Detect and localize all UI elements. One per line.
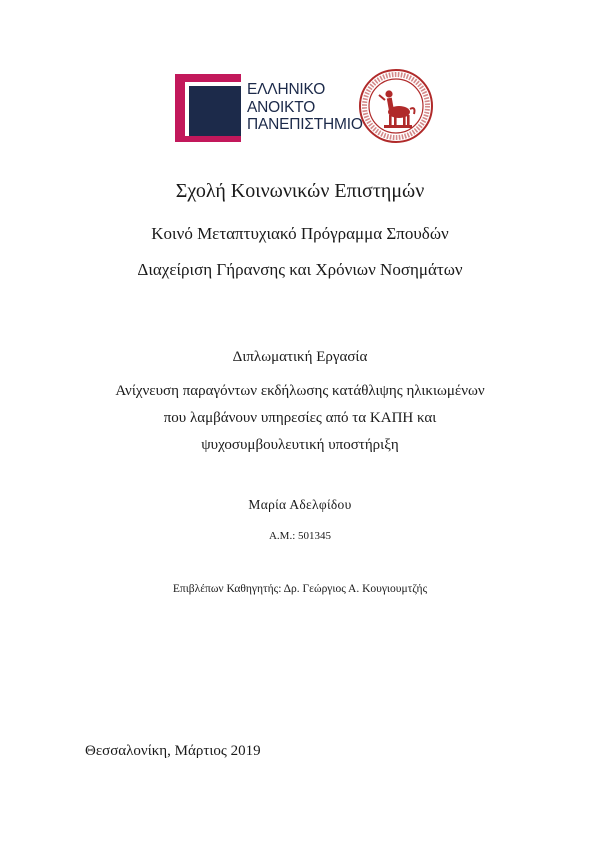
place-date: Θεσσαλονίκη, Μάρτιος 2019 <box>85 743 261 759</box>
hellenic-open-university-logo <box>175 74 363 142</box>
thesis-title-line-1: Ανίχνευση παραγόντων εκδήλωσης κατάθλιψης ηλικιωμένων <box>115 383 485 399</box>
university-name-line-3: ΠΑΝΕΠΙΣΤΗΜΙΟ <box>247 116 363 133</box>
supervisor: Επιβλέπων Καθηγητής: Δρ. Γεώργιος Α. Κουγιουμτζής <box>172 583 428 595</box>
thesis-title-line-3: ψυχοσυμβουλευτική υποστήριξη <box>201 437 399 453</box>
thesis-type: Διπλωματική Εργασία <box>232 349 368 365</box>
thesis-title-line-2: που λαμβάνουν υπηρεσίες από τα ΚΑΠΗ και <box>163 410 437 426</box>
program-name: Κοινό Μεταπτυχιακό Πρόγραμμα Σπουδών <box>151 224 449 243</box>
school-name: Σχολή Κοινωνικών Επιστημών <box>175 180 425 202</box>
specialization-name: Διαχείριση Γήρανσης και Χρόνιων Νοσημάτων <box>137 260 463 279</box>
student-id: Α.Μ.: 501345 <box>268 530 332 542</box>
university-name-line-2: ΑΝΟΙΚΤΟ <box>247 98 316 116</box>
author-name: Μαρία Αδελφίδου <box>248 497 352 512</box>
logo-row <box>175 68 435 148</box>
eap-logo-icon <box>175 74 241 142</box>
university-seal-icon <box>358 68 434 144</box>
university-name <box>247 81 363 134</box>
university-name-line-1: ΕΛΛΗΝΙΚΟ <box>247 81 326 98</box>
